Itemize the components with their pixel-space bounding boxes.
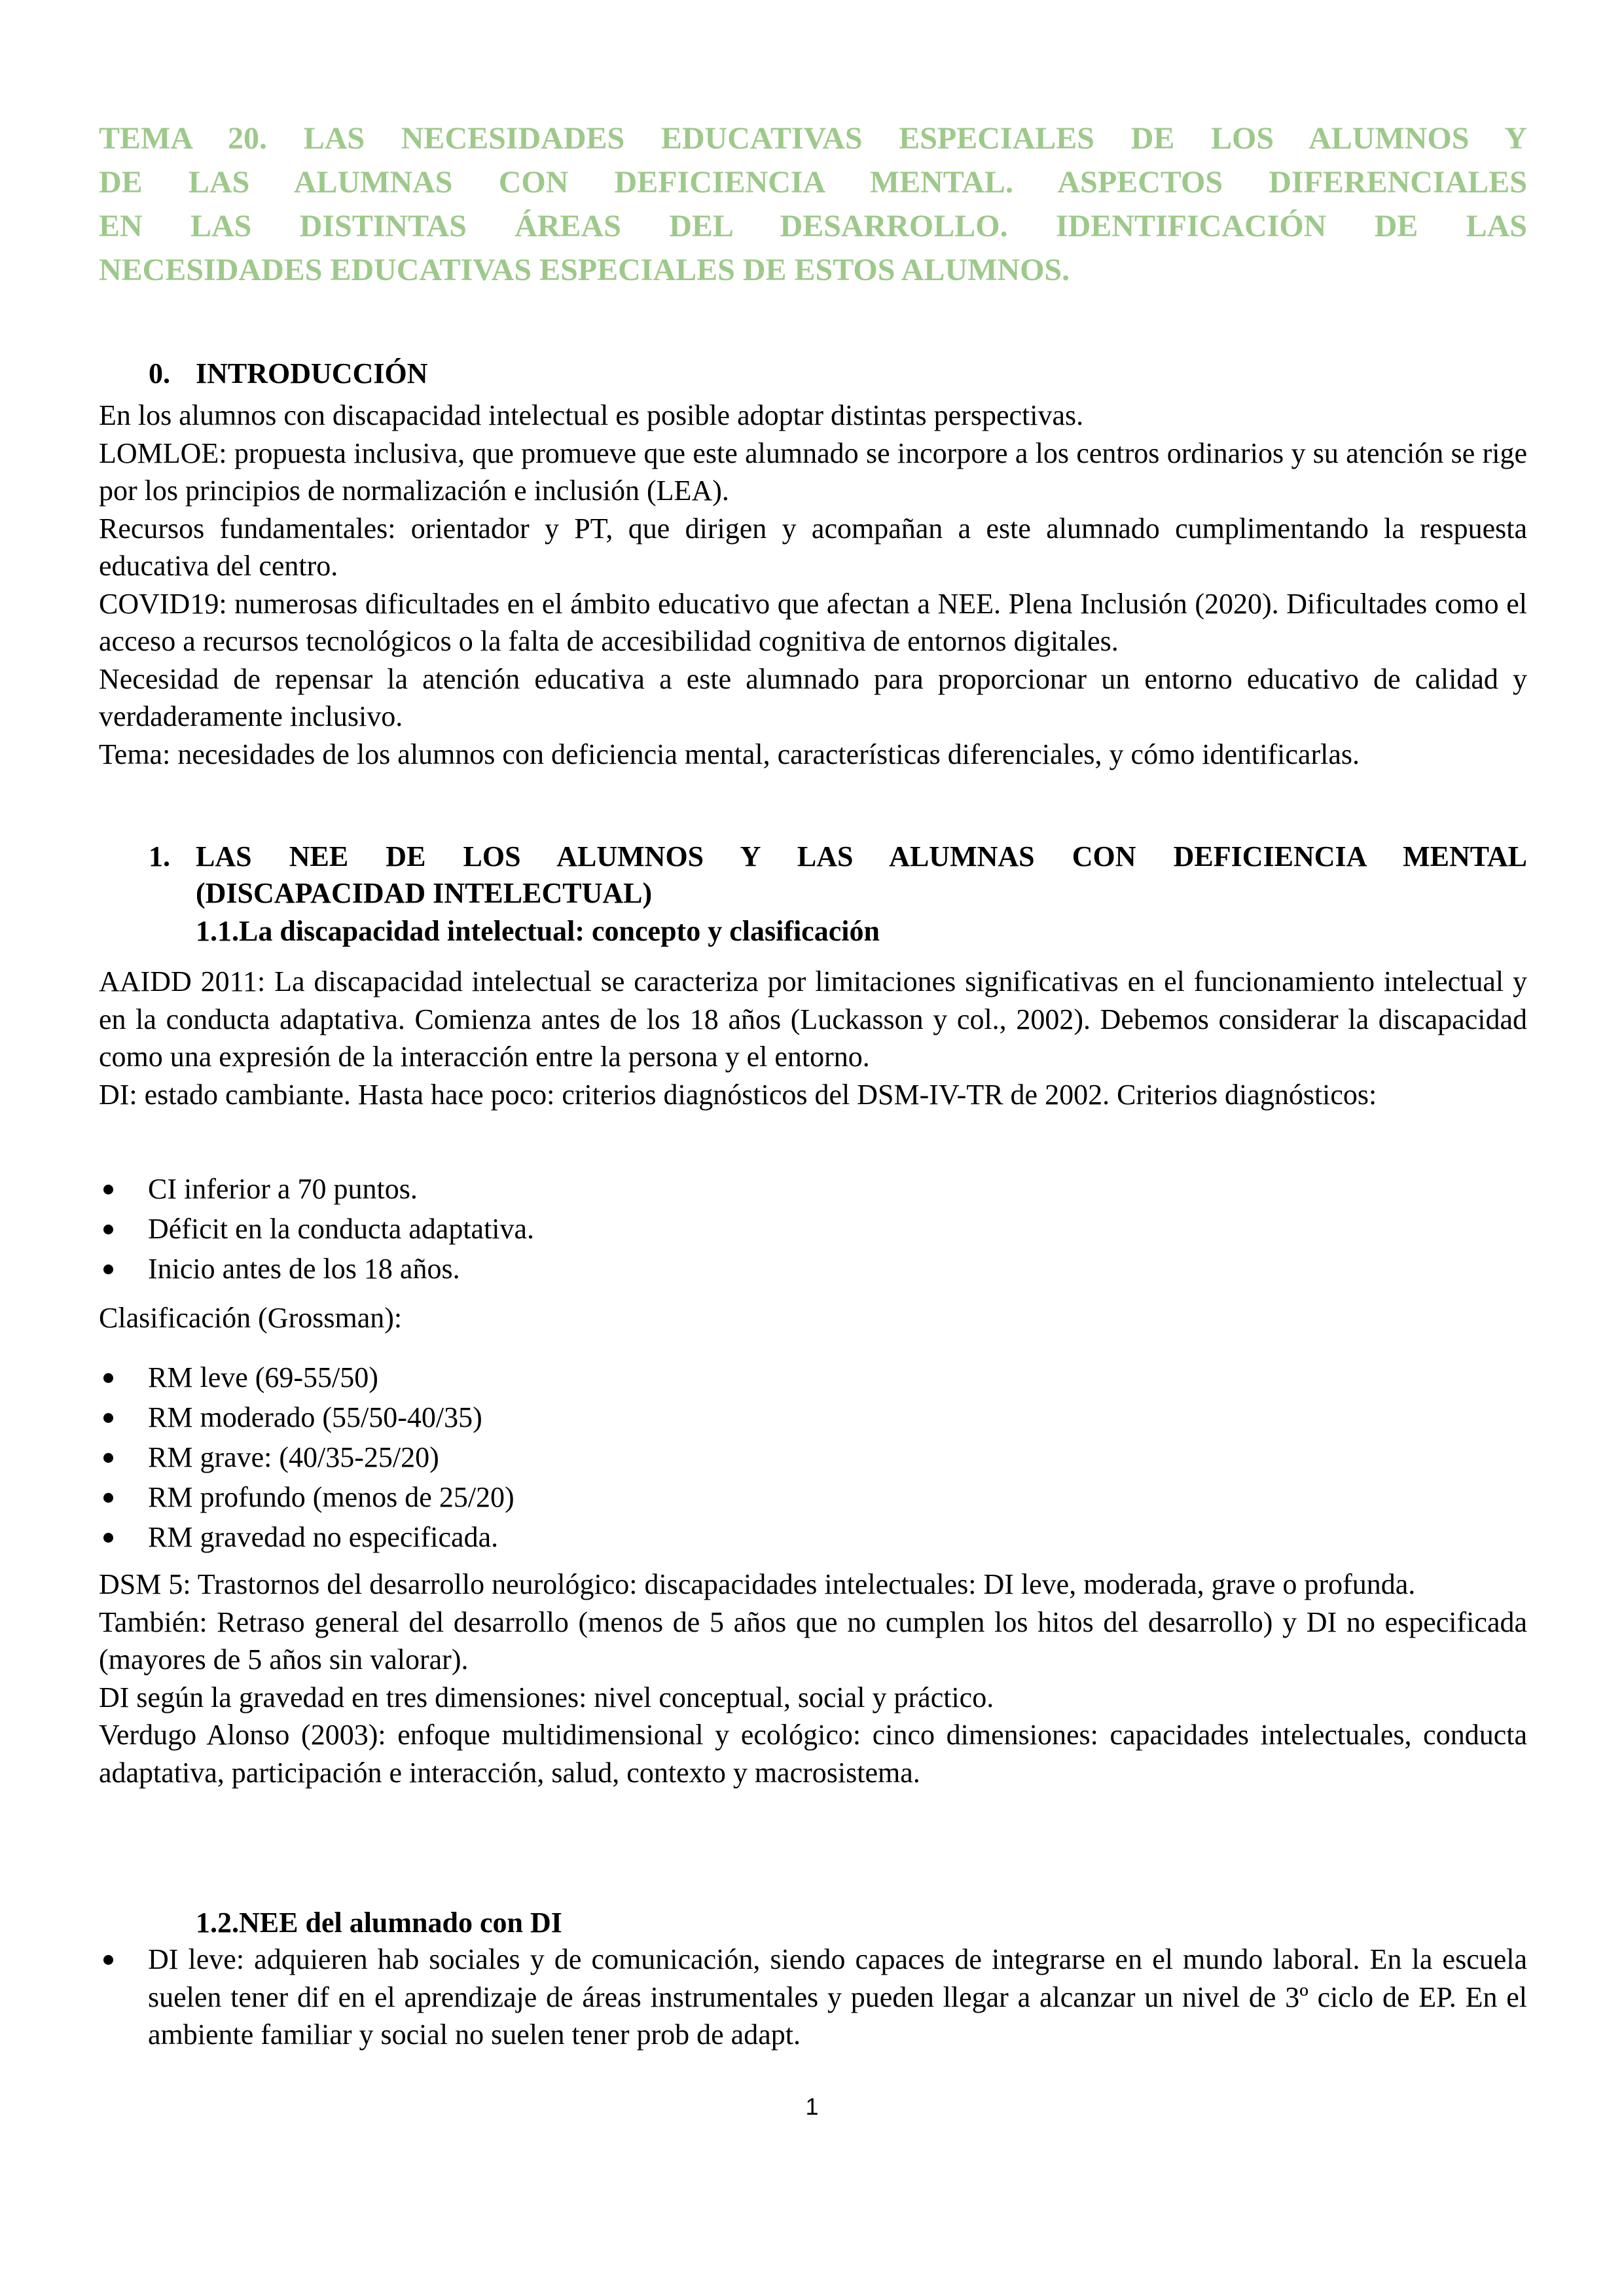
section-heading-nee — [149, 838, 1527, 912]
page-number: 1 — [805, 2093, 819, 2120]
paragraph: AAIDD 2011: La discapacidad intelectual se caracteriza por limitaciones significativas en el funcionamiento intelectual y en la conducta adaptativa. Comienza antes de los 18 años (Luckasson y col., 2002). Debemos considerar la discapacidad como una expresión de la interacción entre la persona y el entorno. — [99, 965, 1527, 1073]
classification-list — [99, 1357, 1527, 1557]
paragraph: LOMLOE: propuesta inclusiva, que promueve que este alumnado se incorpore a los centros ordinarios y su atención se rige por los principios de normalización e inclusión (LEA). — [99, 437, 1527, 507]
paragraph: DI según la gravedad en tres dimensiones: nivel conceptual, social y práctico. — [99, 1681, 994, 1713]
nee-di-list-wrap — [99, 1941, 1527, 2054]
subsection-heading-nee-di: 1.2.NEE del alumnado con DI — [196, 1907, 562, 1939]
paragraph: DSM 5: Trastornos del desarrollo neurológico: discapacidades intelectuales: DI leve, moderada, grave o profunda. — [99, 1568, 1416, 1600]
dsm5-body — [99, 1566, 1527, 1791]
criteria-list — [99, 1169, 1527, 1289]
bullet-icon — [103, 1493, 113, 1503]
introduction-body — [99, 397, 1527, 773]
bullet-icon — [103, 1955, 113, 1965]
list-item: RM gravedad no especificada. — [99, 1517, 1527, 1557]
section-number: 0. — [149, 357, 170, 389]
bullet-icon — [103, 1453, 113, 1463]
classification-label: Clasificación (Grossman): — [99, 1302, 403, 1334]
bullet-icon — [103, 1533, 113, 1543]
title-line: NECESIDADES EDUCATIVAS ESPECIALES DE ESTOS ALUMNOS. — [99, 253, 1070, 287]
section-title: INTRODUCCIÓN — [196, 357, 428, 389]
paragraph: Necesidad de repensar la atención educativa a este alumnado para proporcionar un entorno educativo de calidad y verdaderamente inclusivo. — [99, 662, 1527, 732]
title-line: TEMA 20. LAS NECESIDADES EDUCATIVAS ESPECIALES DE LOS ALUMNOS Y — [99, 121, 1527, 156]
section-heading-introduction — [149, 355, 427, 392]
paragraph: COVID19: numerosas dificultades en el ámbito educativo que afectan a NEE. Plena Inclusión (2020). Dificultades como el acceso a recursos tecnológicos o la falta de accesibilidad cognitiva de entornos digitales. — [99, 587, 1527, 657]
list-item: Inicio antes de los 18 años. — [99, 1249, 1527, 1289]
section-number: 1. — [149, 840, 170, 872]
list-item: RM profundo (menos de 25/20) — [99, 1477, 1527, 1517]
paragraph: Verdugo Alonso (2003): enfoque multidimensional y ecológico: cinco dimensiones: capacidades intelectuales, conducta adaptativa, participación e interacción, salud, contexto y macrosistema. — [99, 1719, 1527, 1789]
bullet-icon — [103, 1225, 113, 1234]
concept-body — [99, 963, 1527, 1113]
title-line: DE LAS ALUMNAS CON DEFICIENCIA MENTAL. ASPECTOS DIFERENCIALES — [99, 165, 1527, 200]
paragraph: En los alumnos con discapacidad intelectual es posible adoptar distintas perspectivas. — [99, 399, 1084, 431]
list-item: RM moderado (55/50-40/35) — [99, 1397, 1527, 1437]
document-title — [99, 117, 1527, 292]
paragraph: También: Retraso general del desarrollo (menos de 5 años que no cumplen los hitos del desarrollo) y DI no especificada (mayores de 5 años sin valorar). — [99, 1605, 1527, 1676]
title-line: EN LAS DISTINTAS ÁREAS DEL DESARROLLO. IDENTIFICACIÓN DE LAS — [99, 209, 1527, 243]
list-item: CI inferior a 70 puntos. — [99, 1169, 1527, 1209]
classification-list-wrap — [99, 1357, 1527, 1557]
nee-di-list — [99, 1941, 1527, 2054]
bullet-icon — [103, 1373, 113, 1383]
criteria-list-wrap — [99, 1169, 1527, 1289]
list-item: Déficit en la conducta adaptativa. — [99, 1209, 1527, 1249]
list-item: DI leve: adquieren hab sociales y de comunicación, siendo capaces de integrarse en el mundo laboral. En la escuela suelen tener dif en el aprendizaje de áreas instrumentales y pueden llegar a alcanzar un nivel de 3º ciclo de EP. En el ambiente familiar y social no suelen tener prob de adapt. — [99, 1941, 1527, 2054]
bullet-icon — [103, 1185, 113, 1194]
bullet-icon — [103, 1413, 113, 1423]
list-item: RM leve (69-55/50) — [99, 1357, 1527, 1397]
bullet-icon — [103, 1265, 113, 1274]
section-title: LAS NEE DE LOS ALUMNOS Y LAS ALUMNAS CON DEFICIENCIA MENTAL — [196, 840, 1527, 872]
paragraph: Tema: necesidades de los alumnos con deficiencia mental, características diferenciales, y cómo identificarlas. — [99, 738, 1360, 770]
paragraph: DI: estado cambiante. Hasta hace poco: criterios diagnósticos del DSM-IV-TR de 2002. Criterios diagnósticos: — [99, 1078, 1377, 1111]
subsection-heading-concept: 1.1.La discapacidad intelectual: concepto y clasificación — [196, 915, 880, 947]
paragraph: Recursos fundamentales: orientador y PT, que dirigen y acompañan a este alumnado cumplimentando la respuesta educativa del centro. — [99, 512, 1527, 582]
section-title-continuation: (DISCAPACIDAD INTELECTUAL) — [196, 877, 653, 909]
list-item: RM grave: (40/35-25/20) — [99, 1437, 1527, 1477]
classification-label-wrap — [99, 1299, 1527, 1337]
